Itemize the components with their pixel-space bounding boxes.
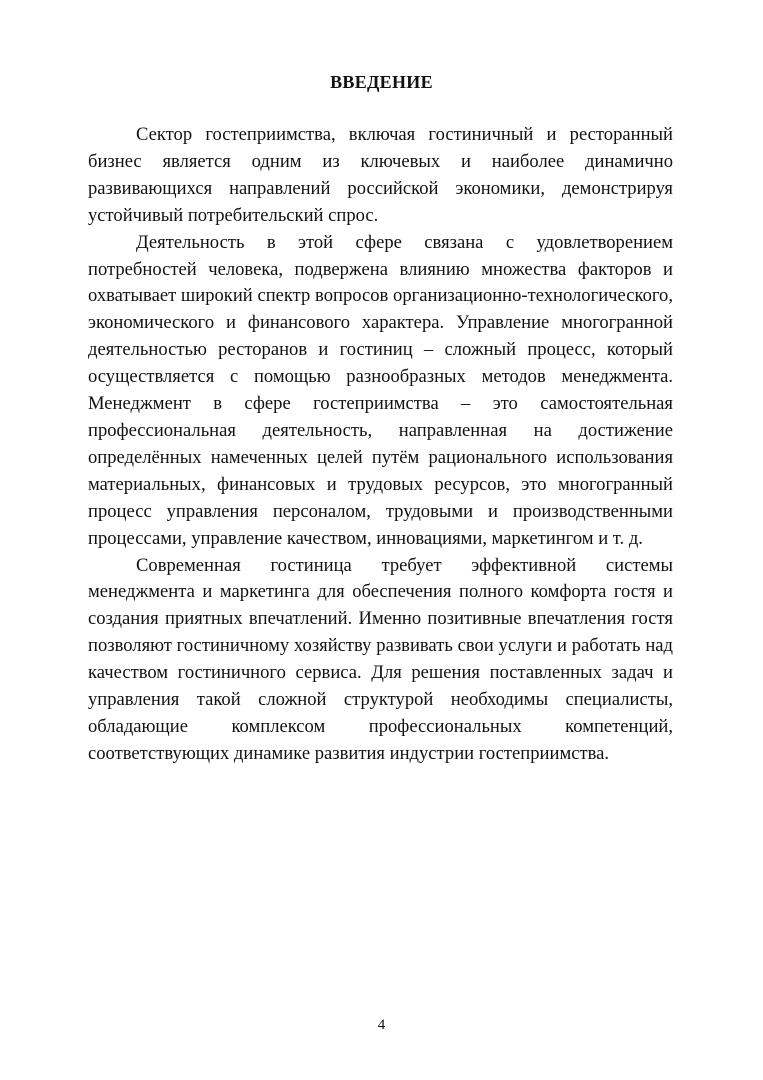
paragraph-2: Деятельность в этой сфере связана с удовлетворением потребностей человека, подвержена влиянию множества факторов и охватывает широкий спектр вопросов организационно-технологического, экономического и финансового характера. Управление многогранной деятельностью ресторанов и гостиниц – сложный процесс, который осуществляется с помощью разнообразных методов менеджмента. Менеджмент в сфере гостеприимства – это самостоятельная профессиональная деятельность, направленная на достижение определённых намеченных целей путём рационального использования материальных, финансовых и трудовых ресурсов, это многогранный процесс управления персоналом, трудовыми и производственными процессами, управление качеством, инновациями, маркетингом и т. д. bbox=[88, 231, 673, 549]
page-title: ВВЕДЕНИЕ bbox=[330, 72, 433, 92]
paragraph-3: Современная гостиница требует эффективной системы менеджмента и маркетинга для обеспечения полного комфорта гостя и создания приятных впечатлений. Именно позитивные впечатления гостя позволяют гостиничному хозяйству развивать свои услуги и работать над качеством гостиничного сервиса. Для решения поставленных задач и управления такой сложной структурой необходимы специалисты, обладающие комплексом профессиональных компетенций, соответствующих динамике развития индустрии гостеприимства. bbox=[88, 554, 673, 764]
body-text bbox=[88, 122, 673, 768]
page-number: 4 bbox=[377, 1017, 386, 1033]
paragraph-1: Сектор гостеприимства, включая гостиничный и ресторанный бизнес является одним из ключевых и наиболее динамично развивающихся направлений российской экономики, демонстрируя устойчивый потребительский спрос. bbox=[88, 124, 673, 226]
